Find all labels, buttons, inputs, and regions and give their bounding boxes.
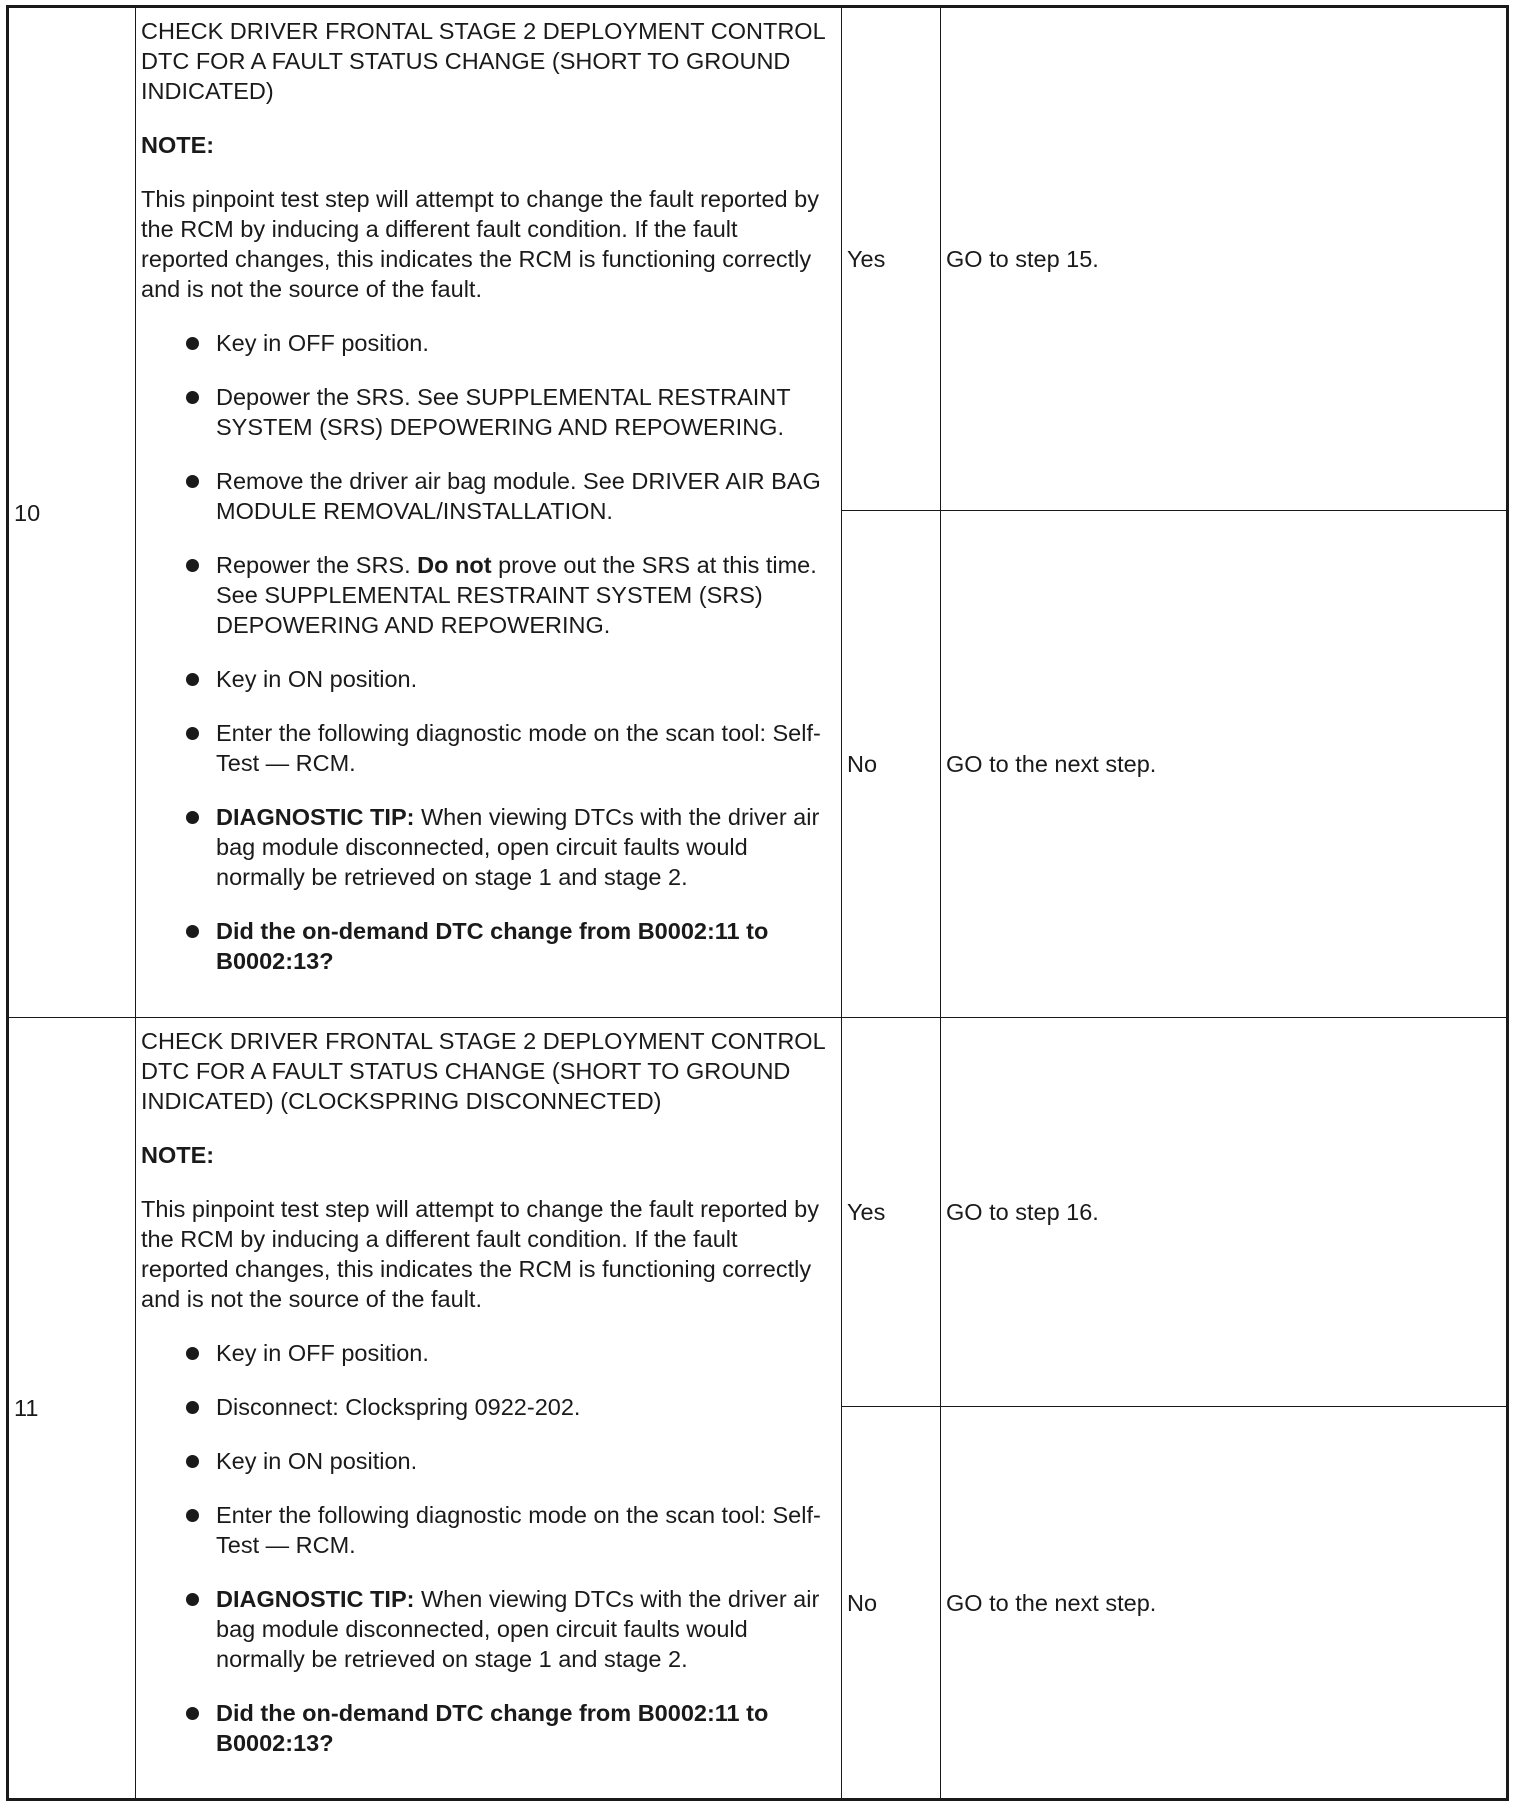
list-item: Enter the following diagnostic mode on the scan tool: Self-Test — RCM. [141, 1500, 829, 1560]
step-action-cell [136, 7, 842, 1018]
list-item [141, 550, 829, 640]
result-no-action: GO to the next step. [941, 1407, 1508, 1800]
list-item: Key in ON position. [141, 664, 829, 694]
diagnostic-tip-text: When viewing DTCs with the driver air bag module disconnected, open circuit faults would normally be retrieved on stage 1 and stage 2. [216, 804, 820, 890]
diagnostic-tip-label: DIAGNOSTIC TIP: [216, 1586, 415, 1612]
note-text: This pinpoint test step will attempt to change the fault reported by the RCM by inducing a different fault condition. If the fault reported changes, this indicates the RCM is functioning correctly and is not the source of the fault. [141, 1196, 819, 1312]
list-item: Remove the driver air bag module. See DRIVER AIR BAG MODULE REMOVAL/INSTALLATION. [141, 466, 829, 526]
result-yes-label: Yes [842, 1018, 941, 1407]
pinpoint-test-table [6, 5, 1509, 1801]
list-item: Disconnect: Clockspring 0922-202. [141, 1392, 829, 1422]
emphasis-text: Do not [417, 552, 492, 578]
step-action-cell [136, 1018, 842, 1800]
result-yes-action: GO to step 15. [941, 7, 1508, 511]
result-yes-action: GO to step 16. [941, 1018, 1508, 1407]
action-list [141, 1338, 829, 1758]
step-question: Did the on-demand DTC change from B0002:11 to B0002:13? [141, 1698, 829, 1758]
list-item-text: prove out the SRS at this time. See SUPPLEMENTAL RESTRAINT SYSTEM (SRS) DEPOWERING AND REPOWERING. [216, 552, 817, 638]
list-item [141, 1584, 829, 1674]
step-title: CHECK DRIVER FRONTAL STAGE 2 DEPLOYMENT CONTROL DTC FOR A FAULT STATUS CHANGE (SHORT TO GROUND INDICATED) [141, 18, 825, 104]
result-no-action: GO to the next step. [941, 511, 1508, 1018]
step-question: Did the on-demand DTC change from B0002:11 to B0002:13? [141, 916, 829, 976]
diagnostic-tip-text: When viewing DTCs with the driver air bag module disconnected, open circuit faults would normally be retrieved on stage 1 and stage 2. [216, 1586, 820, 1672]
action-list [141, 328, 829, 976]
result-no-label: No [842, 1407, 941, 1800]
list-item: Key in ON position. [141, 1446, 829, 1476]
step-number: 10 [8, 7, 136, 1018]
step-number: 11 [8, 1018, 136, 1800]
note-label: NOTE: [141, 132, 215, 158]
diagnostic-tip-label: DIAGNOSTIC TIP: [216, 804, 415, 830]
list-item: Key in OFF position. [141, 1338, 829, 1368]
table-row-step-10-yes [8, 7, 1508, 511]
step-title: CHECK DRIVER FRONTAL STAGE 2 DEPLOYMENT CONTROL DTC FOR A FAULT STATUS CHANGE (SHORT TO GROUND INDICATED) (CLOCKSPRING DISCONNECTED) [141, 1028, 825, 1114]
note-label: NOTE: [141, 1142, 215, 1168]
list-item: Depower the SRS. See SUPPLEMENTAL RESTRAINT SYSTEM (SRS) DEPOWERING AND REPOWERING. [141, 382, 829, 442]
list-item: Enter the following diagnostic mode on the scan tool: Self-Test — RCM. [141, 718, 829, 778]
list-item-text: Repower the SRS. [216, 552, 411, 578]
result-no-label: No [842, 511, 941, 1018]
table-row-step-11-yes [8, 1018, 1508, 1407]
note-text: This pinpoint test step will attempt to change the fault reported by the RCM by inducing a different fault condition. If the fault reported changes, this indicates the RCM is functioning correctly and is not the source of the fault. [141, 186, 819, 302]
list-item [141, 802, 829, 892]
result-yes-label: Yes [842, 7, 941, 511]
list-item: Key in OFF position. [141, 328, 829, 358]
